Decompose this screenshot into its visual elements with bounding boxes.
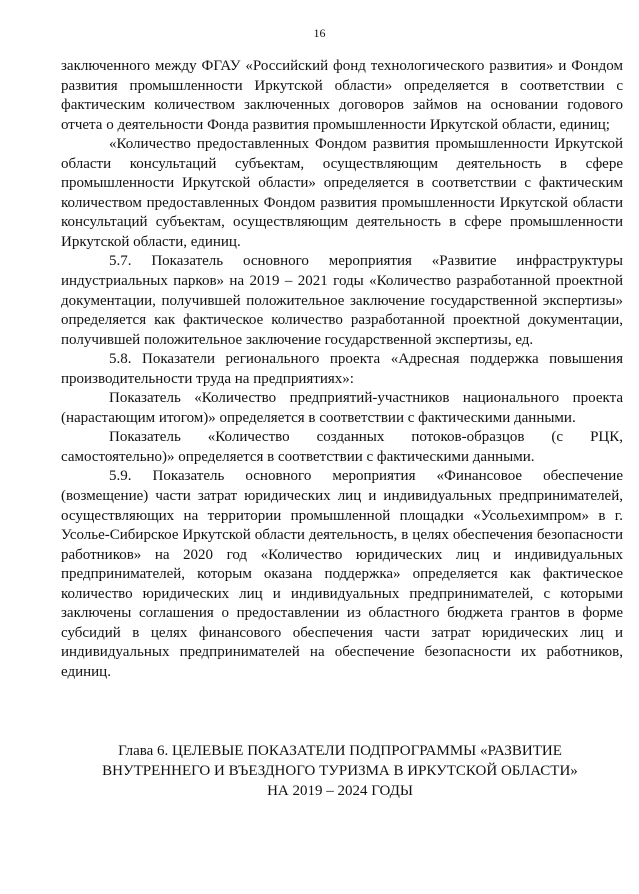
paragraph-section-5-8: 5.8. Показатели регионального проекта «Адресная поддержка повышения производительности труда на предприятиях»: xyxy=(61,351,623,387)
paragraph-section-5-9: 5.9. Показатель основного мероприятия «Финансовое обеспечение (возмещение) части затрат юридических лиц и индивидуальных предпринимателей, осуществляющих на территории промышленной площадки «Усольехимпром» в г. Усолье-Сибирское Иркутской области деятельность, в целях обеспечения безопасности работников» на 2020 год «Количество юридических лиц и индивидуальных предпринимателей, которым оказана поддержка» определяется как фактическое количество юридических лиц и индивидуальных предпринимателей, с которыми заключены соглашения о предоставлении из областного бюджета грантов в форме субсидий в целях финансового обеспечения части затрат юридических лиц и индивидуальных предпринимателей на обеспечение безопасности их работников, единиц. xyxy=(61,468,623,680)
paragraph-enterprises-indicator: Показатель «Количество предприятий-участников национального проекта (нарастающим итогом)» определяется в соответствии с фактическими данными. xyxy=(61,390,623,426)
page-number: 16 xyxy=(313,26,326,40)
chapter-heading-line-2: ВНУТРЕННЕГО И ВЪЕЗДНОГО ТУРИЗМА В ИРКУТСКОЙ ОБЛАСТИ» xyxy=(102,763,578,779)
chapter-heading-line-1: Глава 6. ЦЕЛЕВЫЕ ПОКАЗАТЕЛИ ПОДПРОГРАММЫ «РАЗВИТИЕ xyxy=(118,743,562,759)
document-body xyxy=(61,57,623,683)
paragraph-continuation: заключенного между ФГАУ «Российский фонд технологического развития» и Фондом развития промышленности Иркутской области» определяется в соответствии с фактическим количеством заключенных договоров займов на основании годового отчета о деятельности Фонда развития промышленности Иркутской области, единиц; xyxy=(61,58,623,133)
paragraph-sample-streams-indicator: Показатель «Количество созданных потоков-образцов (с РЦК, самостоятельно)» определяется в соответствии с фактическими данными. xyxy=(61,429,623,465)
chapter-heading xyxy=(40,741,639,801)
paragraph-consultations-indicator: «Количество предоставленных Фондом развития промышленности Иркутской области консультаций субъектам, осуществляющим деятельность в сфере промышленности Иркутской области» определяется в соответствии с фактическим количеством предоставленных Фондом развития промышленности Иркутской области консультаций субъектам, осуществляющим деятельность в сфере промышленности Иркутской области, единиц. xyxy=(61,136,623,250)
paragraph-section-5-7: 5.7. Показатель основного мероприятия «Развитие инфраструктуры индустриальных парков» на 2019 – 2021 годы «Количество разработанной проектной документации, получившей положительное заключение государственной экспертизы» определяется как фактическое количество разработанной проектной документации, получившей положительное заключение государственной экспертизы, ед. xyxy=(61,253,623,348)
chapter-heading-line-3: НА 2019 – 2024 ГОДЫ xyxy=(267,783,413,799)
